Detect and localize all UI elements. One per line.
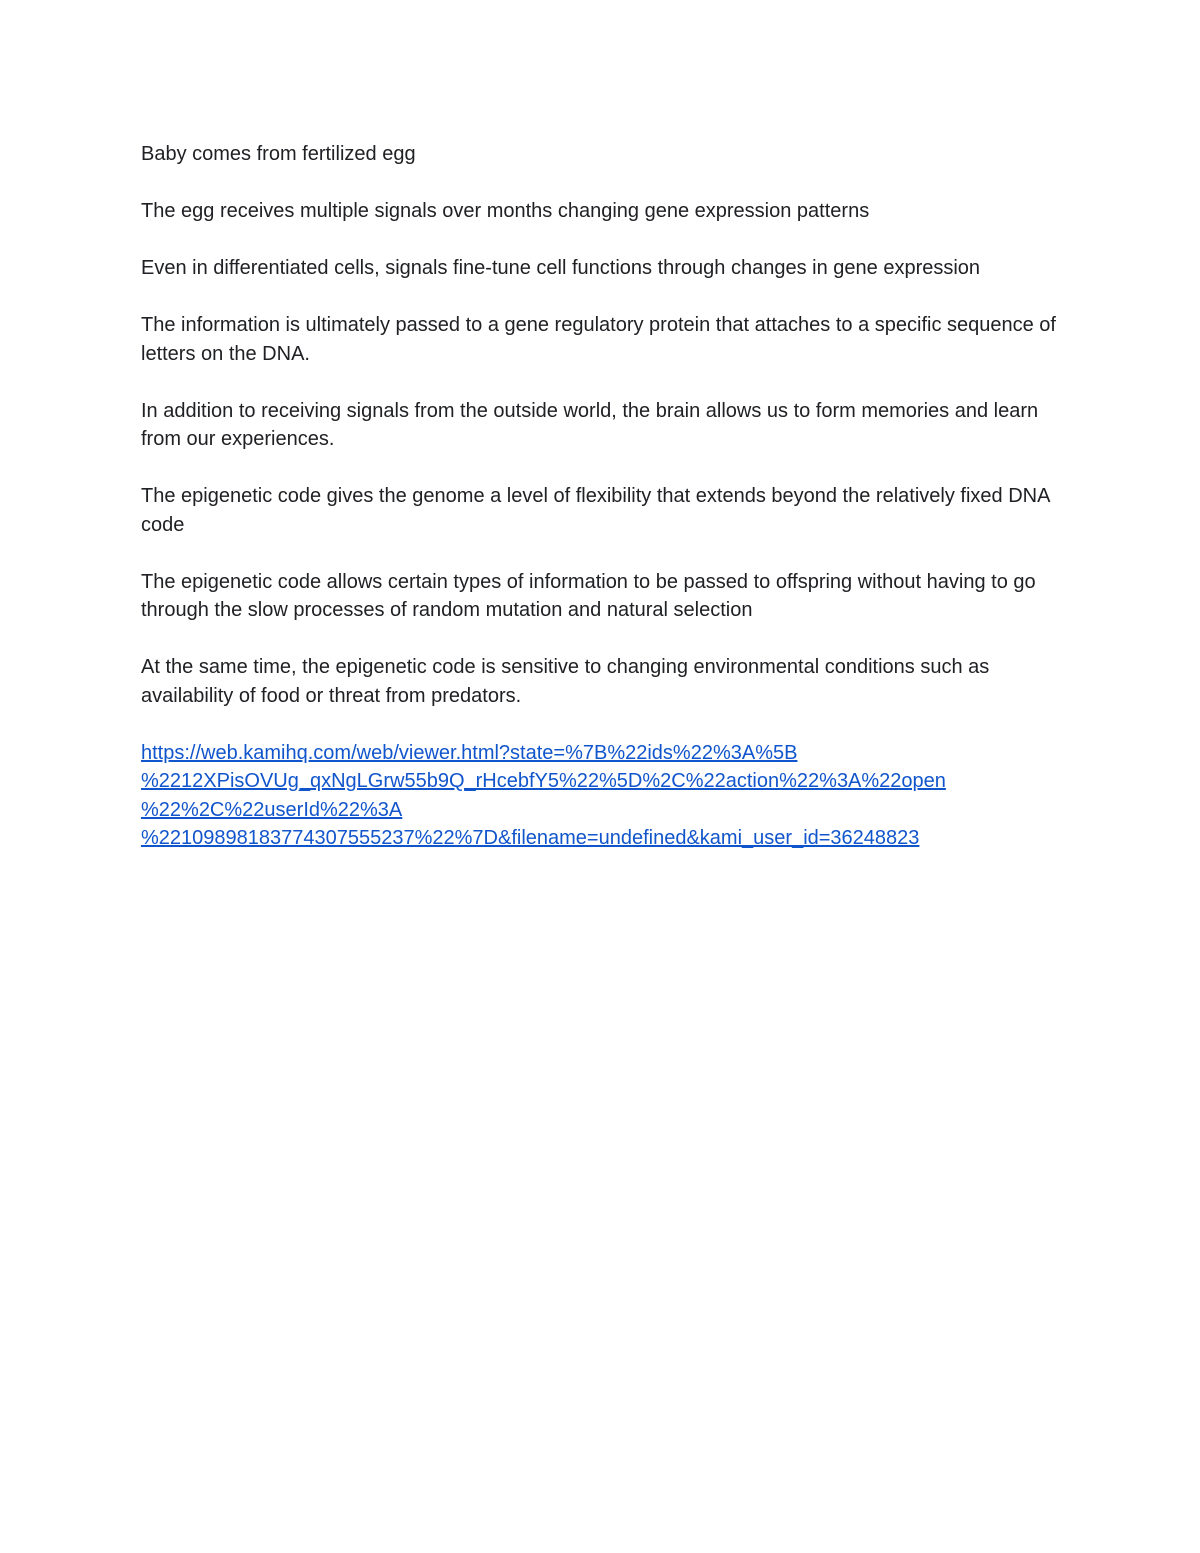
paragraph-brain-memories: In addition to receiving signals from the outside world, the brain allows us to form memories and learn from our experiences. (141, 399, 1039, 450)
kami-viewer-link[interactable] (141, 739, 1071, 853)
paragraph-egg-signals: The egg receives multiple signals over months changing gene expression patterns (141, 200, 870, 222)
kami-link-line-2[interactable]: %2212XPisOVUg_qxNgLGrw55b9Q_rHcebfY5%22%5D%2C%22action%22%3A%22open (141, 770, 946, 792)
paragraph-baby-origin: Baby comes from fertilized egg (141, 143, 416, 165)
paragraph-epigenetic-flexibility: The epigenetic code gives the genome a level of flexibility that extends beyond the relatively fixed DNA code (141, 485, 1050, 536)
paragraph-epigenetic-offspring: The epigenetic code allows certain types of information to be passed to offspring without having to go through the slow processes of random mutation and natural selection (141, 570, 1036, 621)
kami-link-line-3[interactable]: %22%2C%22userId%22%3A (141, 798, 403, 821)
paragraph-environmental-sensitivity: At the same time, the epigenetic code is sensitive to changing environmental conditions such as availability of food or threat from predators. (141, 656, 990, 707)
kami-link-line-1[interactable]: https://web.kamihq.com/web/viewer.html?state=%7B%22ids%22%3A%5B (141, 741, 798, 764)
paragraph-regulatory-protein: The information is ultimately passed to a gene regulatory protein that attaches to a specific sequence of letters on the DNA. (141, 314, 1056, 365)
paragraph-differentiated-cells: Even in differentiated cells, signals fine-tune cell functions through changes in gene expression (141, 257, 981, 279)
document-body (141, 140, 1071, 853)
kami-link-line-4[interactable]: %22109898183774307555237%22%7D&filename=undefined&kami_user_id=36248823 (141, 827, 920, 849)
